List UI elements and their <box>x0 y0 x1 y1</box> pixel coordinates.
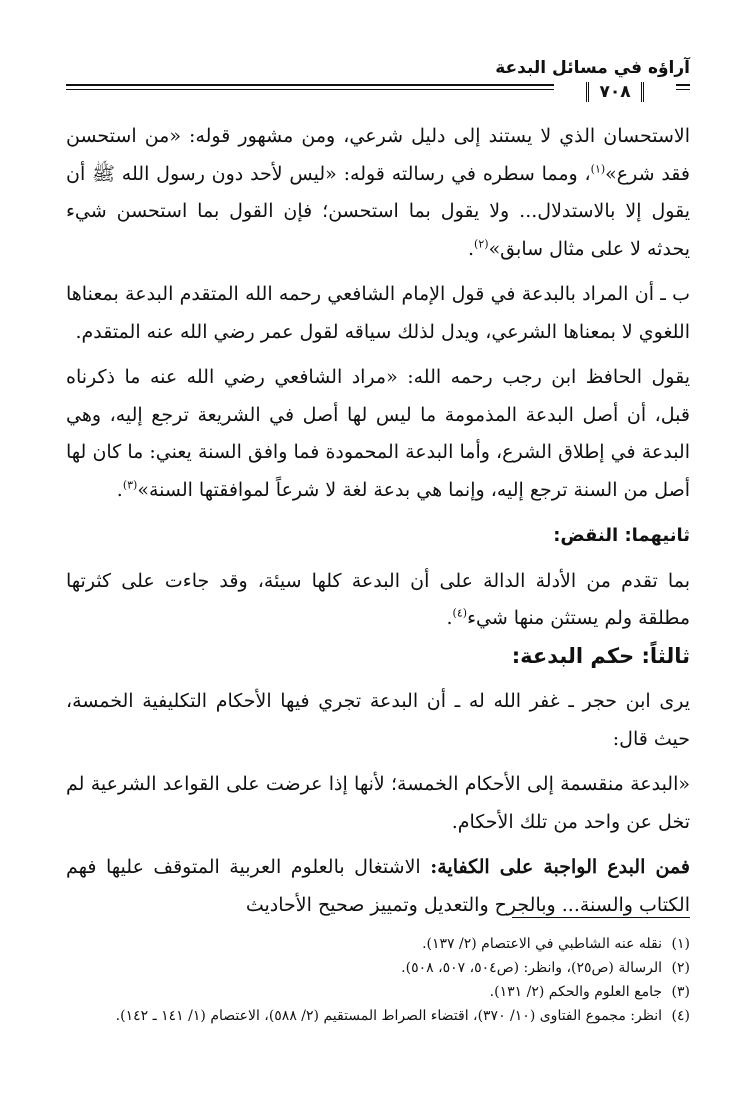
paragraph-3: يقول الحافظ ابن رجب رحمه الله: «مراد الشافعي رضي الله عنه ما ذكرناه قبل، أن أصل البدعة المذمومة ما ليس لها أصل في الشريعة ترجع إليه، وهي البدعة في إطلاق الشرع، وأما البدعة المحمودة فما وافق السنة يعني: ما كان لها أصل من السنة ترجع إليه، وإنما هي بدعة لغة لا شرعاً لموافقتها السنة»$^{(٣)}$. <box>66 366 690 501</box>
footnote-2: (٢) الرسالة (ص٢٥)، وانظر: (ص٥٠٤، ٥٠٧، ٥٠٨). <box>401 960 690 976</box>
paragraph-7: فمن البدع الواجبة على الكفاية: الاشتغال بالعلوم العربية المتوقف عليها فهم الكتاب والسنة... وبالجرح والتعديل وتمييز صحيح الأحاديث <box>66 856 690 916</box>
footnote-ref: (٢) <box>474 237 489 251</box>
footnote-ref: (٣) <box>122 478 138 492</box>
header-rule-right <box>676 84 690 90</box>
footnote-ref: (٤) <box>452 606 468 620</box>
page-number: ٧٠٨ <box>586 82 643 102</box>
main-text <box>66 118 690 924</box>
subheading-second: ثانيهما: النقض: <box>553 525 690 546</box>
footnote-ref: (١) <box>590 162 606 176</box>
running-title: آراؤه في مسائل البدعة <box>495 58 690 78</box>
footnote-separator <box>512 917 690 918</box>
footnote-1: (١) نقله عنه الشاطبي في الاعتصام (٢/ ١٣٧). <box>422 936 690 952</box>
paragraph-2: ب ـ أن المراد بالبدعة في قول الإمام الشافعي رحمه الله المتقدم البدعة بمعناها اللغوي لا بمعناها الشرعي، ويدل لذلك سياقه لقول عمر رضي الله عنه المتقدم. <box>66 283 690 343</box>
section-heading: ثالثاً: حكم البدعة: <box>511 643 690 668</box>
paragraph-7-lead: فمن البدع الواجبة على الكفاية: <box>430 856 690 878</box>
paragraph-6: «البدعة منقسمة إلى الأحكام الخمسة؛ لأنها إذا عرضت على القواعد الشرعية لم تخل عن واحد من تلك الأحكام. <box>66 773 690 833</box>
paragraph-1: الاستحسان الذي لا يستند إلى دليل شرعي، ومن مشهور قوله: «من استحسن فقد شرع»$^{(١)}$، ومما سطره في رسالته قوله: «ليس لأحد دون رسول الله ﷺ أن يقول إلا بالاستدلال... ولا يقول بما استحسن؛ فإن القول بما استحسن شيء يحدثه لا على مثال سابق»$^{(٢)}$. <box>66 125 690 260</box>
paragraph-4: بما تقدم من الأدلة الدالة على أن البدعة كلها سيئة، وقد جاءت على كثرتها مطلقة ولم يستثن منها شيء$^{(٤)}$. <box>66 569 690 629</box>
header-rule-left <box>66 84 554 90</box>
footnote-3: (٣) جامع العلوم والحكم (٢/ ١٣١). <box>489 984 690 1000</box>
footnote-4: (٤) انظر: مجموع الفتاوى (١٠/ ٣٧٠)، اقتضاء الصراط المستقيم (٢/ ٥٨٨)، الاعتصام (١/ ١٤١ ـ ١٤٢). <box>115 1008 690 1024</box>
footnotes <box>66 932 690 1028</box>
page-number-ornament <box>555 79 675 105</box>
paragraph-5: يرى ابن حجر ـ غفر الله له ـ أن البدعة تجري فيها الأحكام التكليفية الخمسة، حيث قال: <box>66 690 690 750</box>
